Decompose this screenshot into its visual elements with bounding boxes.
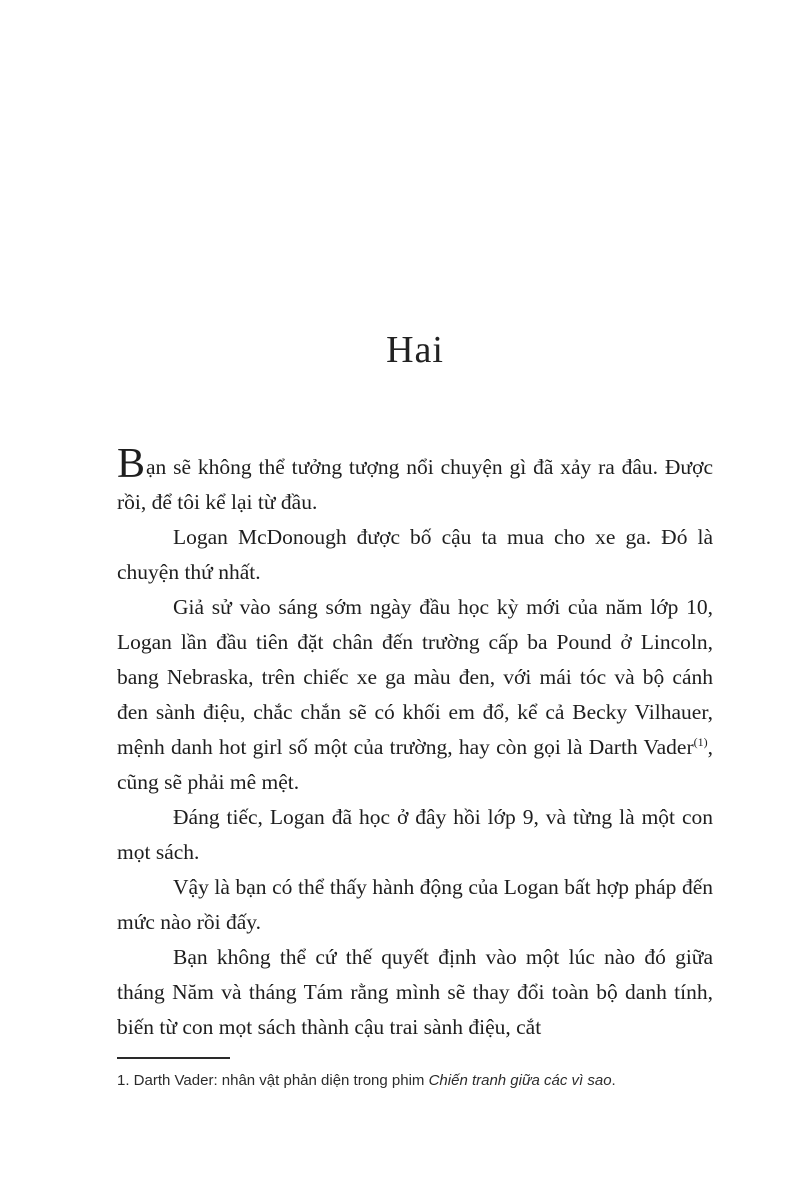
paragraph-text: Giả sử vào sáng sớm ngày đầu học kỳ mới của năm lớp 10, Logan lần đầu tiên đặt chân đến trường cấp ba Pound ở Lincoln, bang Nebraska, trên chiếc xe ga màu đen, với mái tóc và bộ cánh đen sành điệu, chắc chắn sẽ có khối em đổ, kể cả Becky Vilhauer, mệnh danh hot girl số một của trường, hay còn gọi là Darth Vader [117, 595, 713, 759]
initial-capital: B [117, 441, 147, 487]
paragraph [117, 590, 713, 800]
chapter-title: Hai [386, 329, 444, 371]
paragraph [117, 940, 713, 1045]
footnote-text: 1. Darth Vader: nhân vật phản diện trong phim [117, 1072, 429, 1089]
footnote-period: . [611, 1072, 616, 1089]
paragraph-text: ạn sẽ không thể tưởng tượng nổi chuyện gì đã xảy ra đâu. Được rồi, để tôi kể lại từ đầu. [117, 455, 713, 514]
footnote-marker: (1) [693, 735, 708, 749]
paragraph [117, 441, 713, 520]
paragraph-text: Bạn không thể cứ thế quyết định vào một lúc nào đó giữa tháng Năm và tháng Tám rằng mình sẽ thay đổi toàn bộ danh tính, biến từ con mọt sách thành cậu trai sành điệu, cắt [117, 945, 713, 1039]
paragraph-text: Đáng tiếc, Logan đã học ở đây hồi lớp 9, và từng là một con mọt sách. [117, 805, 713, 864]
footnote-movie-title: Chiến tranh giữa các vì sao [428, 1072, 612, 1089]
paragraph-text: Logan McDonough được bố cậu ta mua cho xe ga. Đó là chuyện thứ nhất. [117, 525, 713, 584]
body-text [117, 441, 713, 1045]
paragraph [117, 520, 713, 590]
paragraph [117, 870, 713, 940]
footnote [117, 1071, 713, 1091]
paragraph-text: Vậy là bạn có thể thấy hành động của Logan bất hợp pháp đến mức nào rồi đấy. [117, 875, 713, 934]
paragraph-text: , cũng sẽ phải mê mệt. [117, 735, 713, 794]
paragraph [117, 800, 713, 870]
footnote-divider [117, 1057, 230, 1059]
